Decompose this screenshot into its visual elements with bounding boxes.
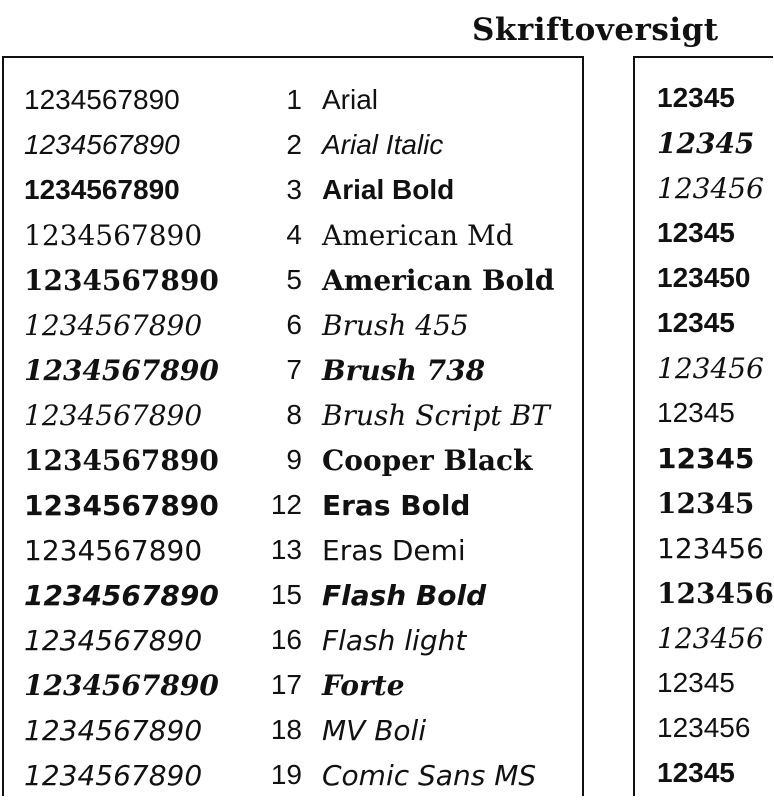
font-name: Flash Bold: [322, 579, 487, 612]
font-number: 7: [286, 354, 302, 385]
font-number: 18: [270, 714, 302, 745]
font-sample: 1234567890: [24, 714, 203, 747]
font-row: [4, 663, 582, 708]
font-row: [4, 393, 582, 438]
font-sample: 1234567890: [24, 624, 203, 657]
font-row: [4, 618, 582, 663]
font-sample: 123456: [657, 532, 764, 565]
font-sample: 1234567890: [24, 399, 203, 432]
font-row: [4, 213, 582, 258]
font-sample: 12345: [657, 442, 755, 475]
font-name: Brush 455: [322, 309, 469, 342]
font-sample: 12345: [657, 307, 735, 338]
font-sample: 123450: [657, 262, 751, 293]
font-number: 6: [286, 309, 302, 340]
font-row: [4, 483, 582, 528]
font-name: Flash light: [322, 624, 467, 657]
font-number: 19: [270, 759, 302, 790]
font-sample: 1234567890: [24, 534, 203, 567]
font-row: [4, 438, 582, 483]
font-number: 2: [286, 129, 302, 160]
font-sample: 1234567890: [24, 174, 180, 205]
font-sample: 1234567890: [24, 264, 219, 297]
font-number: 8: [286, 399, 302, 430]
font-row: [4, 123, 582, 168]
font-sample: 1234567890: [24, 759, 203, 792]
font-name: Brush 738: [322, 354, 486, 387]
font-row: [4, 78, 582, 123]
font-sample: 1234567890: [24, 129, 180, 160]
font-number: 9: [286, 444, 302, 475]
font-sample: 1234567890: [24, 579, 219, 612]
font-number: 13: [270, 534, 302, 565]
font-sample: 123456: [657, 622, 764, 655]
font-sample: 1234567890: [24, 489, 219, 522]
font-row: [4, 168, 582, 213]
font-name: Forte: [322, 669, 405, 702]
font-table-left: [2, 56, 584, 796]
font-row: [4, 258, 582, 303]
font-sample: 12345: [657, 757, 735, 788]
font-number: 5: [286, 264, 302, 295]
font-name: Arial Italic: [322, 129, 444, 160]
font-name: Comic Sans MS: [322, 759, 537, 792]
font-number: 16: [270, 624, 302, 655]
font-row: [4, 528, 582, 573]
font-sample: 1234567890: [24, 354, 219, 387]
page-title: Skriftoversigt: [472, 12, 719, 48]
font-sample: 1234567890: [24, 309, 203, 342]
font-name: American Md: [322, 219, 514, 252]
font-sample: 123456: [657, 577, 774, 610]
font-table-right: [633, 56, 773, 796]
font-sample: 123456: [657, 712, 751, 743]
font-name: Brush Script BT: [322, 399, 550, 432]
font-sample: 1234567890: [24, 219, 203, 252]
font-number: 1: [286, 84, 302, 115]
font-number: 12: [270, 489, 302, 520]
font-number: 3: [286, 174, 302, 205]
font-row: [4, 708, 582, 753]
font-number: 4: [286, 219, 302, 250]
font-number: 17: [270, 669, 302, 700]
font-sample: 12345: [657, 487, 755, 520]
font-row: [4, 303, 582, 348]
font-name: Arial Bold: [322, 174, 455, 205]
font-name: Cooper Black: [322, 444, 533, 477]
font-row: [4, 348, 582, 393]
font-sample: 1234567890: [24, 84, 180, 115]
font-sample: 123456: [657, 172, 764, 205]
font-name: Arial: [322, 84, 379, 115]
font-sample: 12345: [657, 82, 735, 113]
font-sample: 12345: [657, 667, 735, 698]
font-sample: 123456: [657, 352, 764, 385]
font-name: Eras Bold: [322, 489, 471, 522]
font-name: American Bold: [322, 264, 555, 297]
font-row: [4, 753, 582, 798]
font-sample: 1234567890: [24, 444, 219, 477]
font-name: Eras Demi: [322, 534, 466, 567]
font-row: [4, 573, 582, 618]
font-number: 15: [270, 579, 302, 610]
font-sample: 12345: [657, 397, 735, 428]
font-name: MV Boli: [322, 714, 427, 747]
font-sample: 12345: [657, 217, 735, 248]
font-sample: 1234567890: [24, 669, 219, 702]
font-sample: 12345: [657, 127, 755, 160]
